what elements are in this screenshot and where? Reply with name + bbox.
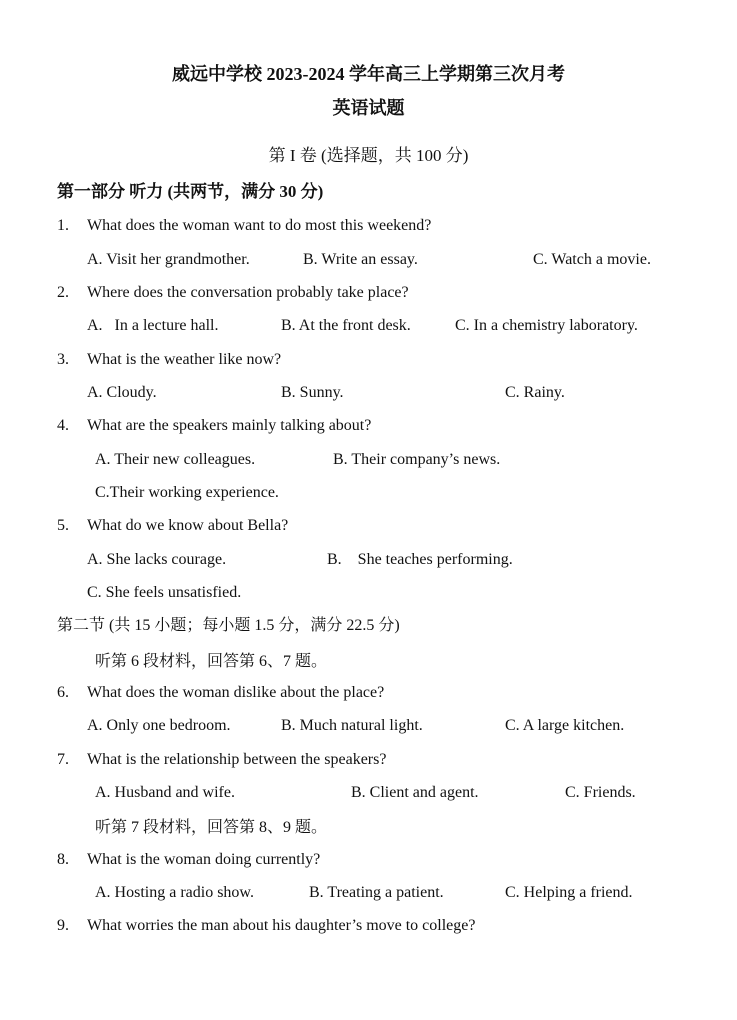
question-3 xyxy=(57,351,281,369)
question-8 xyxy=(57,851,320,869)
question-9 xyxy=(57,917,475,935)
option-c: C. Watch a movie. xyxy=(533,251,651,268)
question-text: What is the relationship between the speakers? xyxy=(87,751,387,768)
option-a: A. Visit her grandmother. xyxy=(87,251,250,268)
question-text: What does the woman want to do most this weekend? xyxy=(87,217,432,234)
option-b: B. Client and agent. xyxy=(351,784,479,801)
exam-title: 威远中学校 2023-2024 学年高三上学期第三次月考 xyxy=(172,64,565,84)
option-c: C. Friends. xyxy=(565,784,636,801)
option-b: B. Much natural light. xyxy=(281,717,423,734)
question-text: Where does the conversation probably take place? xyxy=(87,284,409,301)
question-text: What are the speakers mainly talking about? xyxy=(87,417,372,434)
option-c: C.Their working experience. xyxy=(95,484,279,501)
option-b: B. Their company’s news. xyxy=(333,451,501,468)
option-a: A. Only one bedroom. xyxy=(87,717,231,734)
instruction-q6-q7: 听第 6 段材料，回答第 6、7 题。 xyxy=(95,653,328,670)
question-number: 4. xyxy=(57,417,69,434)
question-6 xyxy=(57,684,384,702)
option-c: C. Helping a friend. xyxy=(505,884,633,901)
question-number: 2. xyxy=(57,284,69,301)
option-a: A. Husband and wife. xyxy=(95,784,235,801)
instruction-q8-q9: 听第 7 段材料，回答第 8、9 题。 xyxy=(95,819,328,836)
question-text: What is the weather like now? xyxy=(87,351,282,368)
question-text: What is the woman doing currently? xyxy=(87,851,321,868)
question-number: 6. xyxy=(57,684,69,701)
option-c: C. A large kitchen. xyxy=(505,717,625,734)
question-1 xyxy=(57,217,431,235)
question-2 xyxy=(57,284,409,302)
question-text: What worries the man about his daughter’s move to college? xyxy=(87,917,476,934)
option-b: B. She teaches performing. xyxy=(327,551,513,568)
question-number: 1. xyxy=(57,217,69,234)
question-number: 9. xyxy=(57,917,69,934)
option-b: B. At the front desk. xyxy=(281,317,411,334)
section2-heading: 第二节 (共 15 小题；每小题 1.5 分，满分 22.5 分) xyxy=(57,617,400,634)
option-a: A. She lacks courage. xyxy=(87,551,227,568)
option-a: A. Cloudy. xyxy=(87,384,157,401)
option-a: A. Their new colleagues. xyxy=(95,451,256,468)
option-b: B. Treating a patient. xyxy=(309,884,444,901)
option-a: A. Hosting a radio show. xyxy=(95,884,254,901)
question-number: 7. xyxy=(57,751,69,768)
option-c: C. Rainy. xyxy=(505,384,565,401)
question-text: What do we know about Bella? xyxy=(87,517,289,534)
part1-heading: 第一部分 听力 (共两节，满分 30 分) xyxy=(57,182,324,201)
question-number: 3. xyxy=(57,351,69,368)
question-5 xyxy=(57,517,288,535)
question-number: 8. xyxy=(57,851,69,868)
option-c: C. In a chemistry laboratory. xyxy=(455,317,638,334)
option-a: A. In a lecture hall. xyxy=(87,317,219,334)
question-7 xyxy=(57,751,386,769)
option-b: B. Sunny. xyxy=(281,384,344,401)
option-b: B. Write an essay. xyxy=(303,251,418,268)
option-c: C. She feels unsatisfied. xyxy=(87,584,242,601)
question-4 xyxy=(57,417,371,435)
question-number: 5. xyxy=(57,517,69,534)
question-text: What does the woman dislike about the place? xyxy=(87,684,385,701)
volume-heading: 第 I 卷 (选择题，共 100 分) xyxy=(268,146,469,165)
exam-subject: 英语试题 xyxy=(332,98,405,118)
